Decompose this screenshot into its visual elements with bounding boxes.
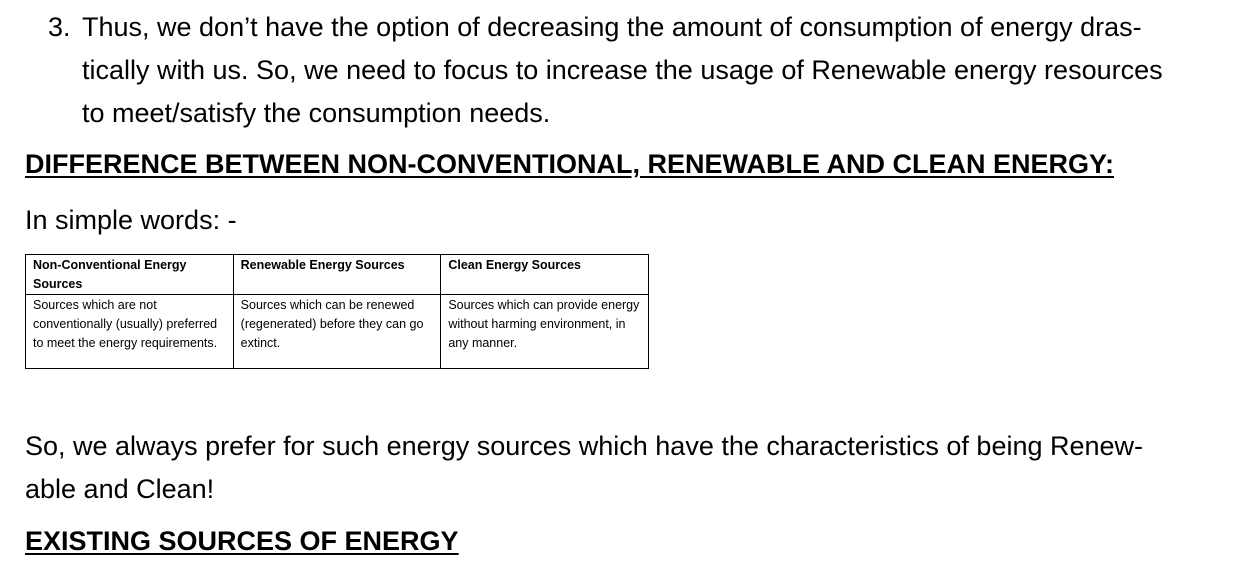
section-heading-existing: EXISTING SOURCES OF ENERGY [25,526,459,556]
table-header-cell: Renewable Energy Sources [233,255,441,295]
table-cell: Sources which can provide energy without harming environment, in any manner. [441,295,649,369]
section-heading-difference: DIFFERENCE BETWEEN NON-CONVENTIONAL, RENEWABLE AND CLEAN ENERGY: [25,149,1115,179]
text-line: to meet/satisfy the consumption needs. [82,98,551,128]
text-line: able and Clean! [25,474,215,504]
text-line: Thus, we don’t have the option of decreasing the amount of consumption of energy dras- [82,12,1142,42]
list-number: 3. [48,12,71,42]
table-cell: Sources which are not conventionally (usually) preferred to meet the energy requirements. [26,295,234,369]
intro-text: In simple words: - [25,205,237,235]
table-row [26,295,649,369]
numbered-paragraph [48,6,1243,135]
table-header-cell: Non-Conventional Energy Sources [26,255,234,295]
table-cell: Sources which can be renewed (regenerated) before they can go extinct. [233,295,441,369]
conclusion-paragraph [25,425,1143,511]
comparison-table [25,254,649,369]
text-line: So, we always prefer for such energy sources which have the characteristics of being Renew- [25,431,1144,461]
text-line: tically with us. So, we need to focus to increase the usage of Renewable energy resources [82,55,1163,85]
table-header-row [26,255,649,295]
table-header-cell: Clean Energy Sources [441,255,649,295]
list-text [48,6,1243,135]
